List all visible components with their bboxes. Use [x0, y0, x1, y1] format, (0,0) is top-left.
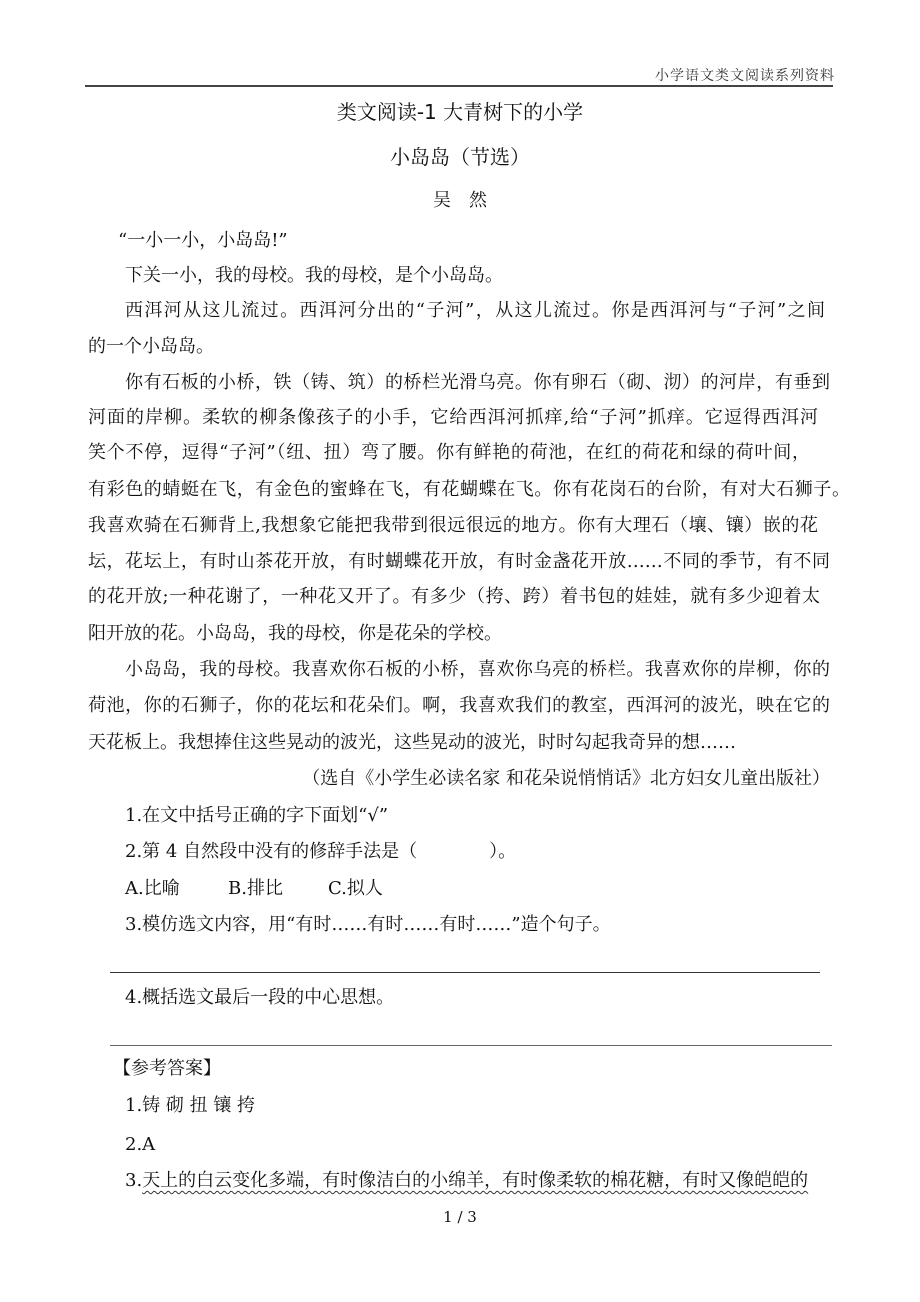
- passage-line: 的花开放;一种花谢了，一种花又开了。有多少（挎、跨）着书包的娃娃，就有多少迎着太: [88, 586, 820, 607]
- passage-line: 有彩色的蜻蜓在飞，有金色的蜜蜂在飞，有花蝴蝶在飞。你有花岗石的台阶，有对大石狮子。: [88, 479, 850, 500]
- passage-line: 小岛岛，我的母校。我喜欢你石板的小桥，喜欢你乌亮的桥栏。我喜欢你的岸柳，你的: [125, 659, 830, 680]
- question-1: 1.在文中括号正确的字下面划“√”: [125, 805, 389, 826]
- answer-3-label: 3.: [125, 1170, 143, 1191]
- passage-line: 笑个不停，逗得“子河”（纽、扭）弯了腰。你有鲜艳的荷池，在红的荷花和绿的荷叶间，: [88, 442, 810, 463]
- question-3: 3.模仿选文内容，用“有时……有时……有时……”造个句子。: [125, 914, 611, 935]
- source-citation: （选自《小学生必读名家 和花朵说悄悄话》北方妇女儿童出版社）: [302, 768, 830, 789]
- question-4: 4.概括选文最后一段的中心思想。: [125, 987, 395, 1008]
- page-number: 1 / 3: [443, 1208, 477, 1226]
- question-2: 2.第 4 自然段中没有的修辞手法是（ ）。: [125, 841, 517, 862]
- answer-3-text: 天上的白云变化多端，有时像洁白的小绵羊，有时像柔软的棉花糖，有时又像皑皑的: [142, 1170, 809, 1191]
- author: 吴 然: [433, 190, 487, 211]
- header-rule: [85, 85, 833, 87]
- passage-line: 下关一小，我的母校。我的母校，是个小岛岛。: [125, 265, 503, 286]
- answer-1: 1.铸 砌 扭 镶 挎: [125, 1095, 256, 1116]
- answer-2: 2.A: [125, 1134, 156, 1155]
- page-title: 类文阅读-1 大青树下的小学: [336, 100, 584, 124]
- passage-line: “一小一小，小岛岛!”: [118, 230, 288, 251]
- passage-line: 西洱河从这儿流过。西洱河分出的“子河”，从这儿流过。你是西洱河与“子河”之间: [125, 300, 825, 321]
- answer-line-q3: [110, 972, 820, 973]
- passage-line: 荷池，你的石狮子，你的花坛和花朵们。啊，我喜欢我们的教室，西洱河的波光，映在它的: [88, 695, 830, 716]
- passage-line: 的一个小岛岛。: [88, 336, 214, 357]
- question-2-option-a: A.比喻: [125, 878, 180, 899]
- header-series-label: 小学语文类文阅读系列资料: [655, 68, 835, 84]
- passage-line: 天花板上。我想捧住这些晃动的波光，这些晃动的波光，时时勾起我奇异的想……: [88, 732, 736, 753]
- passage-line: 我喜欢骑在石狮背上,我想象它能把我带到很远很远的地方。你有大理石（壤、镶）嵌的花: [88, 515, 818, 536]
- question-2-option-c: C.拟人: [328, 878, 383, 899]
- passage-line: 河面的岸柳。柔软的柳条像孩子的小手，它给西洱河抓痒,给“子河”抓痒。它逗得西洱河: [88, 407, 818, 428]
- question-2-option-b: B.排比: [228, 878, 283, 899]
- answers-heading: 【参考答案】: [113, 1058, 221, 1079]
- answer-3: [125, 1169, 808, 1193]
- passage-title: 小岛岛（节选）: [390, 145, 530, 169]
- passage-line: 你有石板的小桥，铁（铸、筑）的桥栏光滑乌亮。你有卵石（砌、沏）的河岸，有垂到: [125, 372, 830, 393]
- passage-line: 阳开放的花。小岛岛，我的母校，你是花朵的学校。: [88, 623, 502, 644]
- answer-line-q4: [110, 1045, 832, 1046]
- passage-line: 坛，花坛上，有时山茶花开放，有时蝴蝶花开放，有时金盏花开放……不同的季节，有不同: [88, 551, 830, 572]
